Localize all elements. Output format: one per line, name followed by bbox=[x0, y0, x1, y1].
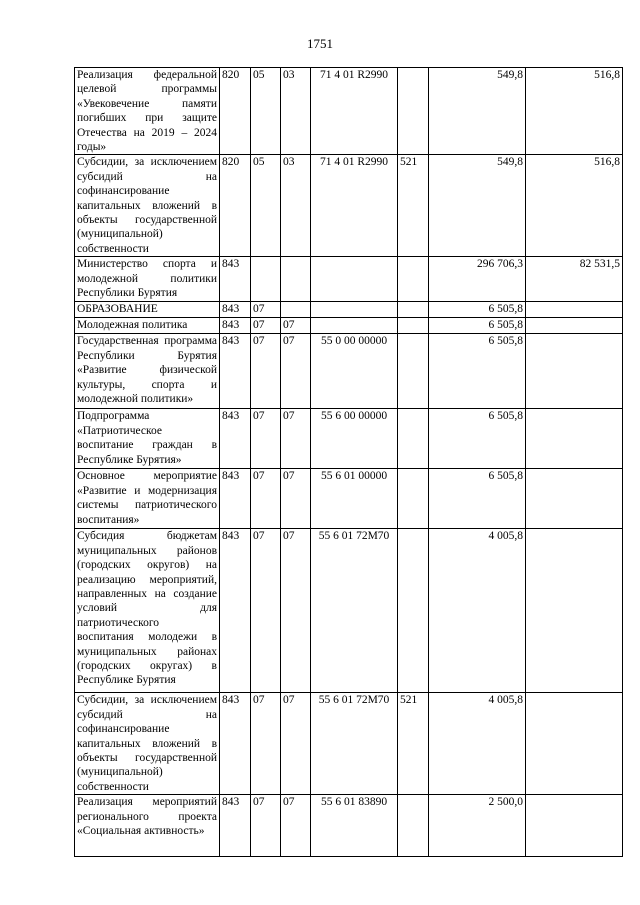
amount-year-1: 296 706,3 bbox=[429, 257, 526, 302]
expense-type-code bbox=[398, 257, 429, 302]
table-row bbox=[75, 693, 623, 795]
table-row bbox=[75, 68, 623, 155]
amount-year-2 bbox=[526, 318, 623, 334]
section-code: 07 bbox=[251, 529, 281, 693]
row-name: Реализация федеральной целевой программы «Увековечение памяти погибших при защите Отечества на 2019 – 2024 годы» bbox=[75, 68, 220, 155]
subsection-code: 07 bbox=[281, 409, 311, 469]
target-article-code bbox=[311, 302, 398, 318]
ministry-code: 843 bbox=[220, 469, 251, 529]
budget-table bbox=[74, 67, 623, 857]
ministry-code: 843 bbox=[220, 318, 251, 334]
amount-year-1: 2 500,0 bbox=[429, 795, 526, 857]
table-row bbox=[75, 795, 623, 857]
amount-year-1: 549,8 bbox=[429, 155, 526, 257]
row-name: Государственная программа Республики Бурятия «Развитие физической культуры, спорта и молодежной политики» bbox=[75, 334, 220, 409]
subsection-code: 07 bbox=[281, 795, 311, 857]
row-name: Субсидии, за исключением субсидий на софинансирование капитальных вложений в объекты государственной (муниципальной) собственности bbox=[75, 693, 220, 795]
expense-type-code bbox=[398, 529, 429, 693]
section-code: 07 bbox=[251, 409, 281, 469]
section-code: 07 bbox=[251, 693, 281, 795]
ministry-code: 843 bbox=[220, 693, 251, 795]
ministry-code: 820 bbox=[220, 68, 251, 155]
target-article-code bbox=[311, 318, 398, 334]
target-article-code: 55 6 01 00000 bbox=[311, 469, 398, 529]
ministry-code: 843 bbox=[220, 257, 251, 302]
target-article-code: 55 6 01 72М70 bbox=[311, 693, 398, 795]
subsection-code bbox=[281, 257, 311, 302]
amount-year-2 bbox=[526, 302, 623, 318]
table-row bbox=[75, 409, 623, 469]
section-code: 05 bbox=[251, 68, 281, 155]
amount-year-2: 516,8 bbox=[526, 155, 623, 257]
section-code: 07 bbox=[251, 334, 281, 409]
ministry-code: 843 bbox=[220, 302, 251, 318]
table-row bbox=[75, 318, 623, 334]
expense-type-code bbox=[398, 469, 429, 529]
amount-year-2 bbox=[526, 693, 623, 795]
row-name: Подпрограмма «Патриотическое воспитание граждан в Республике Бурятия» bbox=[75, 409, 220, 469]
table-row bbox=[75, 155, 623, 257]
expense-type-code bbox=[398, 302, 429, 318]
amount-year-1: 6 505,8 bbox=[429, 302, 526, 318]
section-code: 07 bbox=[251, 795, 281, 857]
amount-year-2 bbox=[526, 529, 623, 693]
subsection-code: 07 bbox=[281, 334, 311, 409]
table-row bbox=[75, 529, 623, 693]
row-name: ОБРАЗОВАНИЕ bbox=[75, 302, 220, 318]
table-row bbox=[75, 302, 623, 318]
amount-year-2 bbox=[526, 409, 623, 469]
ministry-code: 843 bbox=[220, 795, 251, 857]
row-name: Министерство спорта и молодежной политики Республики Бурятия bbox=[75, 257, 220, 302]
table-row bbox=[75, 469, 623, 529]
amount-year-1: 6 505,8 bbox=[429, 334, 526, 409]
row-name: Основное мероприятие «Развитие и модернизация системы патриотического воспитания» bbox=[75, 469, 220, 529]
amount-year-2 bbox=[526, 795, 623, 857]
section-code bbox=[251, 257, 281, 302]
row-name: Субсидия бюджетам муниципальных районов (городских округов) на реализацию мероприятий, направленных на создание условий для патриотического воспитания молодежи в муниципальных районах (городских округах) в Республике Бурятия bbox=[75, 529, 220, 693]
page-number: 1751 bbox=[307, 36, 333, 51]
expense-type-code: 521 bbox=[398, 693, 429, 795]
amount-year-1: 6 505,8 bbox=[429, 469, 526, 529]
target-article-code: 55 6 01 83890 bbox=[311, 795, 398, 857]
subsection-code: 07 bbox=[281, 693, 311, 795]
ministry-code: 820 bbox=[220, 155, 251, 257]
row-name: Реализация мероприятий регионального проекта «Социальная активность» bbox=[75, 795, 220, 857]
expense-type-code bbox=[398, 68, 429, 155]
table-row bbox=[75, 257, 623, 302]
amount-year-2: 516,8 bbox=[526, 68, 623, 155]
amount-year-1: 549,8 bbox=[429, 68, 526, 155]
row-name: Молодежная политика bbox=[75, 318, 220, 334]
subsection-code: 07 bbox=[281, 318, 311, 334]
section-code: 07 bbox=[251, 469, 281, 529]
section-code: 05 bbox=[251, 155, 281, 257]
expense-type-code bbox=[398, 318, 429, 334]
amount-year-1: 6 505,8 bbox=[429, 318, 526, 334]
amount-year-1: 4 005,8 bbox=[429, 693, 526, 795]
subsection-code: 03 bbox=[281, 68, 311, 155]
row-name: Субсидии, за исключением субсидий на софинансирование капитальных вложений в объекты государственной (муниципальной) собственности bbox=[75, 155, 220, 257]
target-article-code: 55 0 00 00000 bbox=[311, 334, 398, 409]
expense-type-code bbox=[398, 334, 429, 409]
subsection-code: 07 bbox=[281, 469, 311, 529]
amount-year-2 bbox=[526, 334, 623, 409]
expense-type-code bbox=[398, 795, 429, 857]
target-article-code bbox=[311, 257, 398, 302]
amount-year-2: 82 531,5 bbox=[526, 257, 623, 302]
section-code: 07 bbox=[251, 318, 281, 334]
expense-type-code: 521 bbox=[398, 155, 429, 257]
amount-year-1: 6 505,8 bbox=[429, 409, 526, 469]
target-article-code: 55 6 01 72М70 bbox=[311, 529, 398, 693]
subsection-code bbox=[281, 302, 311, 318]
expense-type-code bbox=[398, 409, 429, 469]
ministry-code: 843 bbox=[220, 529, 251, 693]
target-article-code: 55 6 00 00000 bbox=[311, 409, 398, 469]
table-row bbox=[75, 334, 623, 409]
section-code: 07 bbox=[251, 302, 281, 318]
subsection-code: 07 bbox=[281, 529, 311, 693]
amount-year-1: 4 005,8 bbox=[429, 529, 526, 693]
ministry-code: 843 bbox=[220, 409, 251, 469]
ministry-code: 843 bbox=[220, 334, 251, 409]
subsection-code: 03 bbox=[281, 155, 311, 257]
amount-year-2 bbox=[526, 469, 623, 529]
target-article-code: 71 4 01 R2990 bbox=[311, 68, 398, 155]
target-article-code: 71 4 01 R2990 bbox=[311, 155, 398, 257]
